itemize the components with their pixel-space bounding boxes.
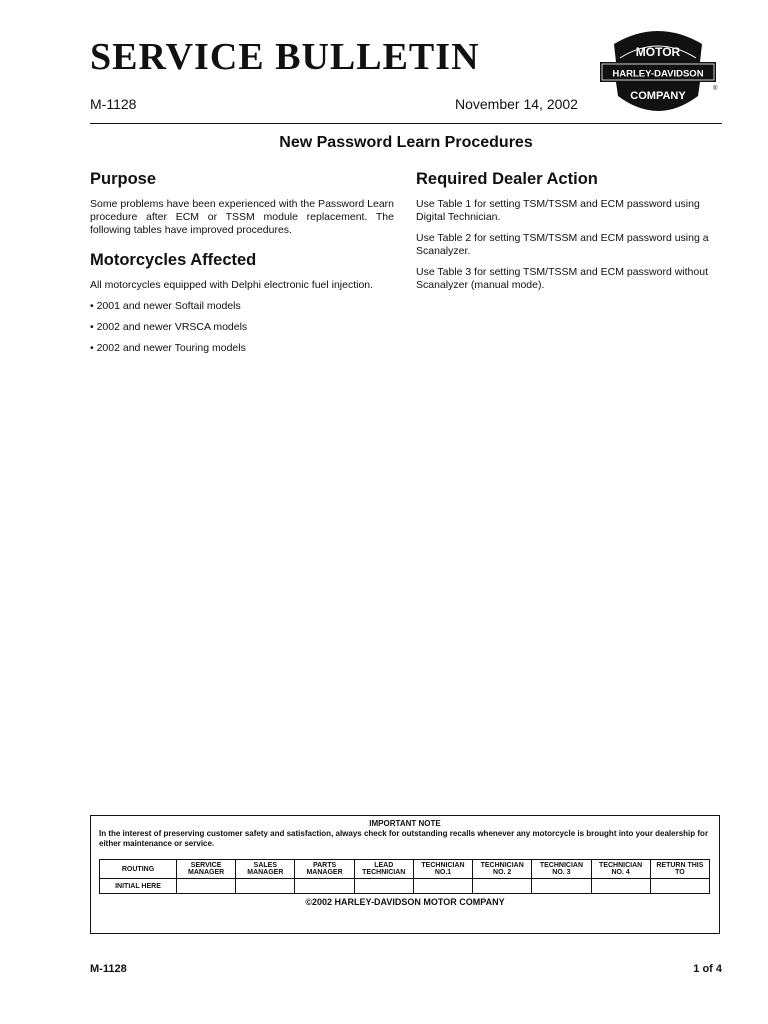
- routing-column-header: TECHNICIAN NO.1: [413, 860, 472, 879]
- initial-cell: [413, 879, 472, 894]
- footer-bulletin-number: M-1128: [90, 963, 127, 975]
- routing-column-header: TECHNICIAN NO. 2: [473, 860, 532, 879]
- logo-text-motor: MOTOR: [635, 45, 681, 59]
- routing-column-header: TECHNICIAN NO. 3: [532, 860, 591, 879]
- bulletin-subject: New Password Learn Procedures: [279, 134, 533, 151]
- routing-column-header: PARTS MANAGER: [295, 860, 354, 879]
- page-number: 1 of 4: [693, 963, 722, 975]
- routing-header-row: [100, 860, 710, 879]
- important-note-text: In the interest of preserving customer safety and satisfaction, always check for outstanding recalls whenever any motorcycle is brought into your dealership for either maintenance or service.: [99, 829, 709, 848]
- important-note-box: [90, 815, 720, 934]
- motorcycles-affected-intro: All motorcycles equipped with Delphi electronic fuel injection.: [90, 278, 374, 291]
- list-item: • 2002 and newer Touring models: [90, 341, 246, 354]
- routing-label: ROUTING: [100, 860, 177, 879]
- bulletin-date: November 14, 2002: [455, 96, 578, 112]
- list-item: • 2002 and newer VRSCA models: [90, 320, 248, 333]
- routing-column-header: LEAD TECHNICIAN: [354, 860, 413, 879]
- initial-cell: [650, 879, 709, 894]
- initial-cell: [236, 879, 295, 894]
- routing-column-header: TECHNICIAN NO. 4: [591, 860, 650, 879]
- routing-column-header: SERVICE MANAGER: [177, 860, 236, 879]
- purpose-heading: Purpose: [90, 170, 157, 188]
- purpose-text: Some problems have been experienced with the Password Learn procedure after ECM or TSSM module replacement. The following tables have improved procedures.: [90, 197, 394, 236]
- initial-cell: [473, 879, 532, 894]
- required-action-paragraph: Use Table 3 for setting TSM/TSSM and ECM password without Scanalyzer (manual mode).: [416, 265, 708, 291]
- required-action-paragraph: Use Table 1 for setting TSM/TSSM and ECM password using Digital Technician.: [416, 197, 700, 223]
- initial-cell: [591, 879, 650, 894]
- right-column: [416, 170, 720, 300]
- copyright-notice: ©2002 HARLEY-DAVIDSON MOTOR COMPANY: [305, 897, 505, 907]
- initial-cell: [354, 879, 413, 894]
- list-item: • 2001 and newer Softail models: [90, 299, 241, 312]
- initial-label: INITIAL HERE: [100, 879, 177, 894]
- left-column: [90, 170, 394, 363]
- routing-column-header: SALES MANAGER: [236, 860, 295, 879]
- initial-cell: [177, 879, 236, 894]
- document-title: SERVICE BULLETIN: [90, 36, 480, 78]
- svg-text:®: ®: [713, 86, 718, 92]
- header-divider: [90, 123, 722, 124]
- required-action-paragraph: Use Table 2 for setting TSM/TSSM and ECM password using a Scanalyzer.: [416, 231, 709, 257]
- logo-text-brand: HARLEY-DAVIDSON: [612, 68, 704, 80]
- initial-row: [100, 879, 710, 894]
- routing-column-header: RETURN THIS TO: [650, 860, 709, 879]
- harley-davidson-logo: [596, 22, 720, 122]
- important-note-title: IMPORTANT NOTE: [369, 819, 441, 828]
- routing-table: [99, 859, 710, 894]
- initial-cell: [295, 879, 354, 894]
- required-action-heading: Required Dealer Action: [416, 170, 598, 188]
- bulletin-number: M-1128: [90, 96, 137, 112]
- motorcycles-affected-heading: Motorcycles Affected: [90, 250, 257, 269]
- logo-text-company: COMPANY: [630, 90, 686, 102]
- initial-cell: [532, 879, 591, 894]
